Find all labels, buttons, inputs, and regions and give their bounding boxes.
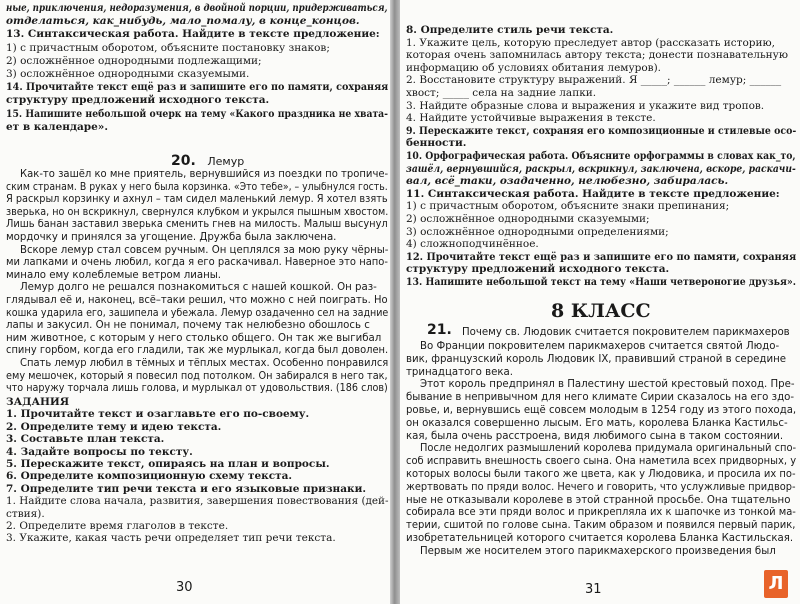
text-line: 13. Напишите небольшой текст на тему «Наши четвероногие друзья». <box>406 276 796 288</box>
right-page-number: 31 <box>585 582 602 597</box>
text-line: 1. Прочитайте текст и озаглавьте его по-своему. <box>6 408 310 421</box>
text-line: 12. Прочитайте текст ещё раз и запишите его по памяти, сохраняя <box>406 250 797 263</box>
text-line: 13. Синтаксическая работа. Найдите в тексте предложение: <box>6 28 380 41</box>
text-line: ствия). <box>6 507 45 520</box>
text-line: 2) осложнённое однородными подлежащими; <box>6 54 262 67</box>
text-line: 3) осложнённое однородными сказуемыми. <box>6 68 250 80</box>
text-line: минало ему колеблемые ветром лианы. <box>6 269 222 281</box>
text-line: хвост; _____ села на задние лапки. <box>406 87 597 99</box>
text-line: соб исправить внешность своего сына. Она наметила всех придворных, у <box>406 456 797 468</box>
text-line: ЗАДАНИЯ <box>6 396 70 408</box>
text-line: бенности. <box>406 137 467 150</box>
text-line: Спать лемур любил в тёмных и тёплых местах. Особенно понравился <box>20 358 389 369</box>
text-line: он оказался совершенно лысым. Его мать, королева Бланка Кастильс- <box>406 417 788 429</box>
text-line: изобретательницей которого считается королева Бланка Кастильская. <box>406 533 794 544</box>
text-line: ним животное, с которым у него столько общего. Он так же выгибал <box>6 332 382 344</box>
text-line: кая, была очень расстроена, видя любимого сына в таком состоянии. <box>406 430 784 442</box>
text-line: информацию об условиях обитания лемуров). <box>406 61 662 74</box>
text-line: После недолгих размышлений королева придумала оригинальный спо- <box>420 443 797 455</box>
text-line: ему мешочек, который я повесил под потолком. Он забирался в него так, <box>6 370 388 382</box>
text-line: 1) с причастным оборотом, объясните постановку знаков; <box>6 41 330 54</box>
text-line: 2) осложнённое однородными сказуемыми; <box>406 213 650 225</box>
left-page-number: 30 <box>176 580 193 595</box>
text-line: тринадцатого века. <box>406 366 514 378</box>
text-line: Во Франции покровителем парикмахеров считается святой Людо- <box>420 341 780 352</box>
text-line: 3) осложнённое однородными определениями; <box>406 225 669 238</box>
text-line: собирала все эти пряди волос и прикрепляла их к шапочке из тонкой ма- <box>406 507 796 519</box>
text-line: 3. Найдите образные слова и выражения и укажите вид тропов. <box>406 99 765 112</box>
text-line: 9. Перескажите текст, сохраняя его композиционные и стилевые осо- <box>406 124 797 137</box>
text-line: жертвовать по пряди волос. Нечего и говорить, что услужливые придвор- <box>406 481 796 493</box>
text-line: вал, всё_таки, озадаченно, нелюбезно, забиралась. <box>406 175 729 188</box>
heading-title: Лемур <box>207 155 245 168</box>
book-gutter <box>390 0 400 604</box>
text-line: 3. Укажите, какая часть речи определяет тип речи текста. <box>6 532 336 545</box>
text-line: ми лапками и очень любил, когда я его раскачивал. Наверное это напо- <box>6 257 388 269</box>
text-line: 2. Восстановите структуру выражений. Я _____; ______ лемур; ______ <box>406 74 782 87</box>
text-line: ет в календаре». <box>6 120 108 133</box>
text-line: структуру предложений исходного текста. <box>406 263 670 276</box>
text-line: 1. Укажите цель, которую преследует автор (рассказать историю, <box>406 36 775 49</box>
text-line: 6. Определите композиционную схему текста. <box>6 470 293 483</box>
text-line: отделаться, как_нибудь, мало_помалу, в конце_концов. <box>6 15 360 28</box>
text-line: зверька, но он вскрикнул, свернулся клубком и укрылся пышным хвостом. <box>6 206 389 218</box>
text-line: Первым же носителем этого парикмахерского произведения был <box>420 545 776 557</box>
text-line: 10. Орфографическая работа. Объясните орфограммы в словах как_то, <box>406 150 796 162</box>
text-line: которая очень запомнилась автору текста; донести познавательную <box>406 49 788 62</box>
text-line: что наружу торчала лишь голова, и мурлыкал от удовольствия. (186 слов) <box>6 383 388 395</box>
text-line: Вскоре лемур стал совсем ручным. Он цеплялся за мою руку чёрны- <box>20 244 389 256</box>
text-line: мордочку и принялся за угощение. Дружба была заключена. <box>6 232 337 243</box>
text-line: 5. Перескажите текст, опираясь на план и вопросы. <box>6 458 330 470</box>
text-line: зашёл, вернувшийся, раскрыл, вскрикнул, заключена, вскоре, раскачи- <box>406 162 796 175</box>
text-line: 1. Найдите слова начала, развития, завершения повествования (дей- <box>6 495 389 508</box>
text-line: бывание в непривычном для него климате Сирии сказалось на его здо- <box>406 392 795 404</box>
text-line: Лемур долго не решался познакомиться с нашей кошкой. Он раз- <box>20 282 377 294</box>
text-line: 7. Определите тип речи текста и его языковые признаки. <box>6 482 367 495</box>
text-line: 11. Синтаксическая работа. Найдите в тексте предложение: <box>406 187 780 200</box>
text-line: которых волосы были такого же цвета, как у Людовика, и просила их по- <box>406 469 796 480</box>
text-line: Этот король предпринял в Палестину шестой крестовый поход. Пре- <box>420 379 795 391</box>
section-title: Почему св. Людовик считается покровителем парикмахеров <box>462 327 790 338</box>
text-line: кошка ударила его, зашипела и убежала. Лемур озадаченно сел на задние <box>6 307 389 319</box>
text-line: 4) сложноподчинённое. <box>406 238 539 251</box>
text-line: 14. Прочитайте текст ещё раз и запишите его по памяти, сохраняя <box>6 81 389 94</box>
text-line: 2. Определите тему и идею текста. <box>6 420 222 433</box>
text-line: Лишь банан заставил зверька сменить гнев на милость. Малыш высунул <box>6 219 388 231</box>
text-line: Как-то зашёл ко мне приятель, вернувшийся из поездки по тропиче- <box>20 169 389 180</box>
publisher-logo-icon: Л <box>764 570 788 598</box>
text-line: структуру предложений исходного текста. <box>6 94 270 107</box>
text-line: ровье, и, вернувшись ещё совсем молодым в 1254 году из этого похода, <box>406 405 797 416</box>
text-line: Я раскрыл корзинку и ахнул – там сидел маленький лемур. Я хотел взять <box>6 194 388 206</box>
text-line: вик, французский король Людовик IX, правивший страной в середине <box>406 353 787 365</box>
text-line: ные, приключения, недоразумения, в двойной порции, придерживаться, <box>6 2 388 14</box>
text-line: ные не отказывали королеве в этой странной просьбе. Она тщательно <box>406 494 791 506</box>
text-line: 1) с причастным оборотом, объясните знаки препинания; <box>406 200 730 213</box>
text-line: терии, сшитой по голове сына. Таким образом и появился первый парик, <box>406 520 796 532</box>
text-line: спину горбом, когда его гладили, так же мурлыкал, когда был доволен. <box>6 345 389 357</box>
text-line: ским странам. В руках у него была корзинка. «Это тебе», – улыбнулся гость. <box>6 181 388 193</box>
heading-number: 20. <box>171 153 196 169</box>
text-line: 2. Определите время глаголов в тексте. <box>6 520 229 532</box>
text-line: 8. Определите стиль речи текста. <box>406 24 614 36</box>
text-line: 4. Найдите устойчивые выражения в тексте. <box>406 112 656 125</box>
text-line: 4. Задайте вопросы по тексту. <box>6 445 193 458</box>
text-line: глядывал её и, наконец, всё–таки решил, что можно с ней поиграть. Но <box>6 295 388 306</box>
text-line: 15. Напишите небольшой очерк на тему «Какого праздника не хвата- <box>6 107 389 120</box>
text-line: 3. Составьте план текста. <box>6 433 165 446</box>
lesson-heading-20 <box>171 150 244 169</box>
class-heading: 8 КЛАСС <box>551 300 651 322</box>
section-number: 21. <box>427 322 452 338</box>
text-line: лапы и закусил. Он не понимал, почему так нелюбезно обошлось с <box>6 320 370 332</box>
